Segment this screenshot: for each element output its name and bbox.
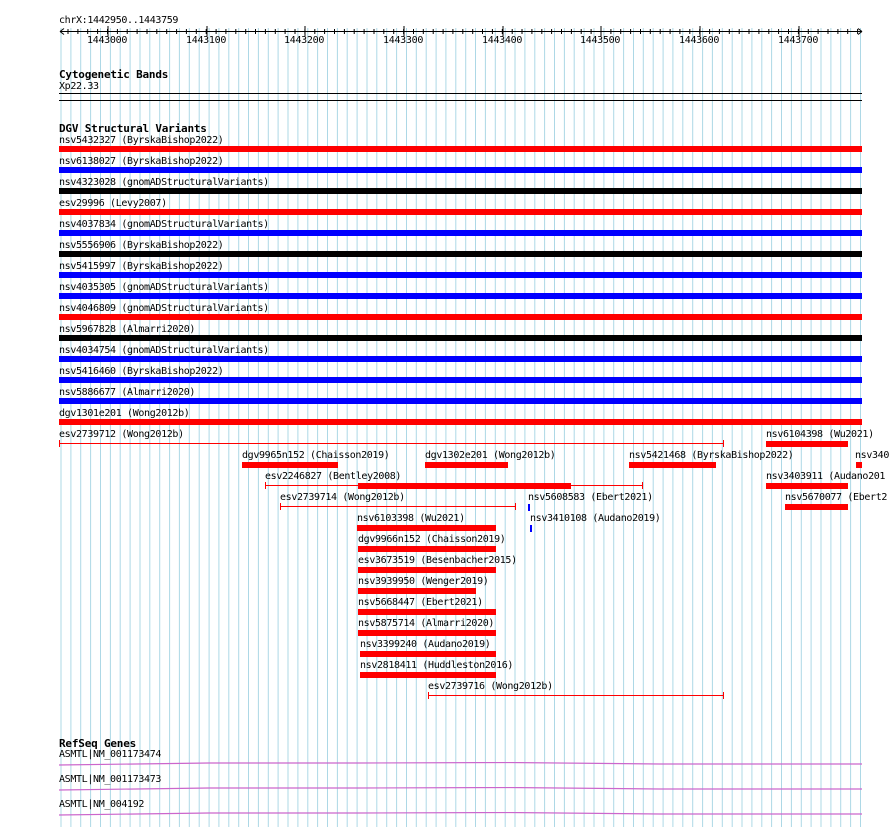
- sv-feature-label: dgv9965n152 (Chaisson2019): [242, 450, 390, 461]
- sv-row-bar[interactable]: [59, 356, 862, 362]
- sv-row-bar[interactable]: [59, 314, 862, 320]
- sv-feature-end-cap: [428, 692, 429, 699]
- sv-row-label: nsv5556906 (ByrskaBishop2022): [59, 240, 224, 251]
- sv-row-bar[interactable]: [59, 188, 862, 194]
- sv-row-bar[interactable]: [59, 377, 862, 383]
- sv-row-label: nsv4034754 (gnomADStructuralVariants): [59, 345, 269, 356]
- section-title-cytogenetic-bands: Cytogenetic Bands: [59, 68, 169, 81]
- sv-row-bar[interactable]: [59, 167, 862, 173]
- sv-row-bar[interactable]: [59, 293, 862, 299]
- sv-feature-label: esv2246827 (Bentley2008): [265, 471, 402, 482]
- sv-feature-bar[interactable]: [528, 504, 530, 511]
- sv-feature-bar[interactable]: [629, 462, 716, 468]
- ruler-tick-label: 1443300: [383, 35, 424, 46]
- sv-row-label: nsv5416460 (ByrskaBishop2022): [59, 366, 224, 377]
- sv-row-bar[interactable]: [59, 419, 862, 425]
- sv-feature-label: nsv3403911 (Audano201: [766, 471, 886, 482]
- gene-track-line[interactable]: [59, 762, 862, 768]
- gene-track-line[interactable]: [59, 812, 862, 818]
- sv-feature-bar[interactable]: [766, 483, 848, 489]
- sv-feature-label: dgv9966n152 (Chaisson2019): [358, 534, 506, 545]
- sv-row-bar[interactable]: [59, 398, 862, 404]
- sv-feature-label: nsv5668447 (Ebert2021): [358, 597, 483, 608]
- gene-track-line[interactable]: [59, 787, 862, 793]
- sv-feature-bar[interactable]: [358, 630, 496, 636]
- sv-feature-bar[interactable]: [425, 462, 508, 468]
- cytoband-track[interactable]: [59, 93, 862, 94]
- sv-feature-bar[interactable]: [856, 462, 862, 468]
- sv-feature-end-cap: [280, 503, 281, 510]
- sv-feature-bar[interactable]: [360, 651, 496, 657]
- sv-feature-label: esv2739714 (Wong2012b): [280, 492, 405, 503]
- sv-feature-bar[interactable]: [358, 609, 496, 615]
- sv-feature-bar[interactable]: [357, 525, 496, 531]
- ruler-tick-label: 1443700: [778, 35, 819, 46]
- sv-feature-end-cap: [265, 482, 266, 489]
- sv-row-bar[interactable]: [59, 146, 862, 152]
- sv-feature-end-cap: [642, 482, 643, 489]
- sv-row-label: dgv1301e201 (Wong2012b): [59, 408, 190, 419]
- sv-feature-label: nsv5608583 (Ebert2021): [528, 492, 653, 503]
- sv-feature-end-cap: [59, 440, 60, 447]
- sv-row-bar[interactable]: [59, 272, 862, 278]
- sv-feature-label: nsv3399240 (Audano2019): [360, 639, 491, 650]
- ruler-tick-label: 1443400: [482, 35, 523, 46]
- sv-feature-label: nsv6104398 (Wu2021): [766, 429, 874, 440]
- sv-row-label: nsv4323028 (gnomADStructuralVariants): [59, 177, 269, 188]
- ruler-location-label: chrX:1442950..1443759: [59, 15, 179, 26]
- ruler-tick-label: 1443600: [679, 35, 720, 46]
- ruler-axis: [0, 0, 890, 60]
- section-divider: [59, 100, 862, 101]
- sv-feature-bar[interactable]: [360, 672, 496, 678]
- sv-feature-label: nsv2818411 (Huddleston2016): [360, 660, 514, 671]
- gene-label: ASMTL|NM_001173474: [59, 749, 162, 760]
- sv-feature-bar[interactable]: [358, 546, 496, 552]
- sv-feature-bar[interactable]: [358, 483, 571, 489]
- sv-feature-bar[interactable]: [530, 525, 532, 532]
- sv-feature-end-cap: [723, 692, 724, 699]
- sv-feature-label: nsv3939950 (Wenger2019): [358, 576, 489, 587]
- sv-row-label: nsv6138027 (ByrskaBishop2022): [59, 156, 224, 167]
- sv-row-label: nsv4037834 (gnomADStructuralVariants): [59, 219, 269, 230]
- ruler-tick-label: 1443500: [580, 35, 621, 46]
- sv-row-label: nsv4035305 (gnomADStructuralVariants): [59, 282, 269, 293]
- sv-row-bar[interactable]: [59, 209, 862, 215]
- sv-row-bar[interactable]: [59, 230, 862, 236]
- sv-feature-bar[interactable]: [242, 462, 338, 468]
- sv-feature-label: esv3673519 (Besenbacher2015): [358, 555, 517, 566]
- ruler-tick-label: 1443000: [87, 35, 128, 46]
- sv-feature-line[interactable]: [59, 443, 723, 444]
- cytoband-label: Xp22.33: [59, 81, 99, 92]
- sv-feature-line[interactable]: [280, 506, 515, 507]
- sv-feature-label: nsv5421468 (ByrskaBishop2022): [629, 450, 794, 461]
- sv-feature-label: dgv1302e201 (Wong2012b): [425, 450, 556, 461]
- sv-feature-bar[interactable]: [785, 504, 848, 510]
- sv-row-label: nsv5886677 (Almarri2020): [59, 387, 196, 398]
- sv-feature-label: nsv6103398 (Wu2021): [357, 513, 465, 524]
- sv-feature-label: nsv5670077 (Ebert2: [785, 492, 888, 503]
- sv-feature-bar[interactable]: [358, 567, 496, 573]
- section-title-refseq-genes: RefSeq Genes: [59, 737, 137, 750]
- gene-label: ASMTL|NM_001173473: [59, 774, 162, 785]
- ruler-tick-label: 1443100: [186, 35, 227, 46]
- sv-feature-end-cap: [515, 503, 516, 510]
- sv-feature-label: esv2739716 (Wong2012b): [428, 681, 553, 692]
- gene-label: ASMTL|NM_004192: [59, 799, 145, 810]
- ruler-tick-label: 1443200: [284, 35, 325, 46]
- sv-feature-label: esv2739712 (Wong2012b): [59, 429, 184, 440]
- sv-row-label: nsv5967828 (Almarri2020): [59, 324, 196, 335]
- sv-row-bar[interactable]: [59, 335, 862, 341]
- sv-row-label: nsv5415997 (ByrskaBishop2022): [59, 261, 224, 272]
- section-title-dgv: DGV Structural Variants: [59, 122, 207, 135]
- sv-row-label: esv29996 (Levy2007): [59, 198, 167, 209]
- sv-feature-line[interactable]: [428, 695, 723, 696]
- sv-row-label: nsv4046809 (gnomADStructuralVariants): [59, 303, 269, 314]
- sv-row-bar[interactable]: [59, 251, 862, 257]
- sv-feature-label: nsv5875714 (Almarri2020): [358, 618, 495, 629]
- sv-feature-bar[interactable]: [766, 441, 848, 447]
- sv-feature-bar[interactable]: [358, 588, 476, 594]
- sv-row-label: nsv5432327 (ByrskaBishop2022): [59, 135, 224, 146]
- sv-feature-label: nsv340: [855, 450, 890, 461]
- sv-feature-end-cap: [723, 440, 724, 447]
- sv-feature-label: nsv3410108 (Audano2019): [530, 513, 661, 524]
